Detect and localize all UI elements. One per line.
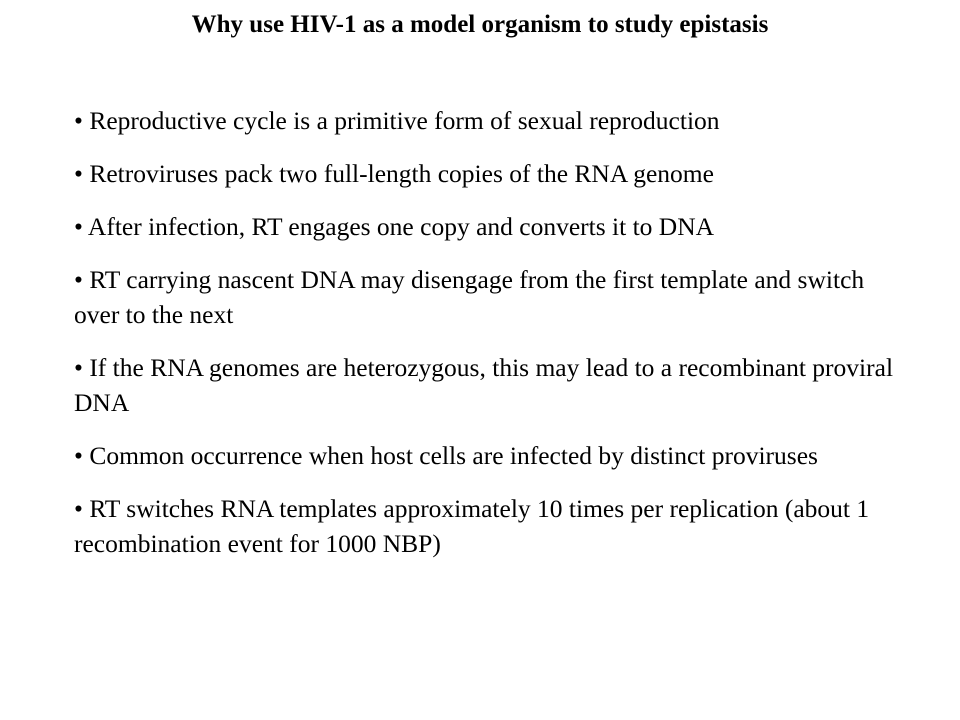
bullet-marker: • (74, 353, 83, 382)
bullet-item (74, 262, 914, 332)
bullet-marker: • (74, 441, 83, 470)
bullet-text: If the RNA genomes are heterozygous, this may lead to a recombinant proviral DNA (74, 353, 894, 417)
slide-title: Why use HIV-1 as a model organism to study epistasis (191, 11, 769, 38)
bullet-item (74, 350, 914, 420)
bullet-item (74, 438, 914, 473)
bullet-text: Reproductive cycle is a primitive form of sexual reproduction (89, 106, 720, 135)
bullet-item (74, 491, 914, 561)
bullet-marker: • (74, 265, 83, 294)
bullet-marker: • (74, 494, 83, 523)
bullet-text: RT carrying nascent DNA may disengage from the first template and switch over to the next (74, 265, 865, 329)
bullet-marker: • (74, 106, 83, 135)
bullet-text: Retroviruses pack two full-length copies of the RNA genome (89, 159, 714, 188)
bullet-text: After infection, RT engages one copy and converts it to DNA (87, 212, 715, 241)
bullet-marker: • (74, 159, 83, 188)
bullet-list (74, 103, 914, 579)
bullet-marker: • (74, 212, 83, 241)
bullet-text: RT switches RNA templates approximately 10 times per replication (about 1 recombination event for 1000 NBP) (74, 494, 870, 558)
bullet-text: Common occurrence when host cells are infected by distinct proviruses (89, 441, 818, 470)
bullet-item (74, 156, 914, 191)
bullet-item (74, 209, 914, 244)
bullet-item (74, 103, 914, 138)
